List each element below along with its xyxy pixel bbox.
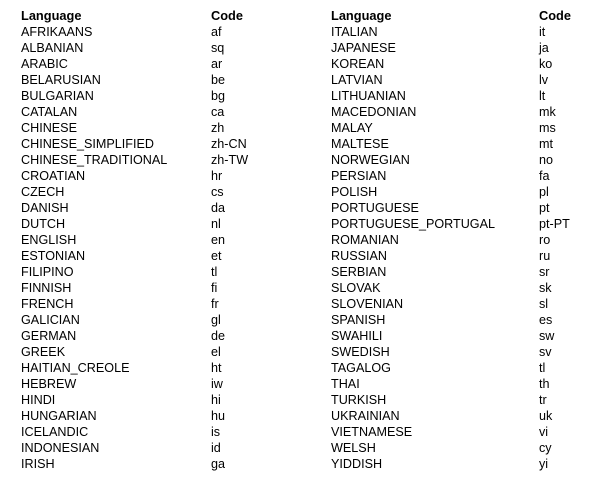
language-code: sv xyxy=(539,345,552,359)
language-code: en xyxy=(211,233,226,247)
language-name: ROMANIAN xyxy=(331,233,399,247)
language-code: da xyxy=(211,201,226,215)
language-name: CHINESE_SIMPLIFIED xyxy=(21,137,154,151)
language-name: YIDDISH xyxy=(331,457,383,471)
language-name: GALICIAN xyxy=(21,313,80,327)
language-name: VIETNAMESE xyxy=(331,425,413,439)
language-name: DANISH xyxy=(21,201,69,215)
language-code: ro xyxy=(539,233,551,247)
language-name: HEBREW xyxy=(21,377,77,391)
language-name: PERSIAN xyxy=(331,169,387,183)
language-name: UKRAINIAN xyxy=(331,409,400,423)
language-code: yi xyxy=(539,457,549,471)
language-code: sw xyxy=(539,329,555,343)
language-name: SWAHILI xyxy=(331,329,383,343)
language-name: TURKISH xyxy=(331,393,387,407)
language-name: ENGLISH xyxy=(21,233,77,247)
language-code: ga xyxy=(211,457,226,471)
language-name: THAI xyxy=(331,377,360,391)
language-code: uk xyxy=(539,409,553,423)
language-name: PORTUGUESE_PORTUGAL xyxy=(331,217,495,231)
language-name: MACEDONIAN xyxy=(331,105,417,119)
language-name: HAITIAN_CREOLE xyxy=(21,361,130,375)
language-name: GREEK xyxy=(21,345,66,359)
language-name: ICELANDIC xyxy=(21,425,89,439)
language-code: pt-PT xyxy=(539,217,570,231)
language-name: SERBIAN xyxy=(331,265,387,279)
language-name: RUSSIAN xyxy=(331,249,387,263)
language-code: tr xyxy=(539,393,547,407)
language-code: ca xyxy=(211,105,225,119)
language-name: GERMAN xyxy=(21,329,77,343)
language-header: Language xyxy=(21,8,82,23)
language-code: zh xyxy=(211,121,225,135)
language-name: LITHUANIAN xyxy=(331,89,406,103)
language-name: BULGARIAN xyxy=(21,89,94,103)
language-code: lt xyxy=(539,89,546,103)
language-code: pt xyxy=(539,201,550,215)
language-code: mt xyxy=(539,137,553,151)
language-code: fi xyxy=(211,281,218,295)
language-name: ITALIAN xyxy=(331,25,378,39)
language-name: PORTUGUESE xyxy=(331,201,419,215)
language-name: SLOVAK xyxy=(331,281,381,295)
language-code: be xyxy=(211,73,226,87)
language-code: sq xyxy=(211,41,225,55)
language-code: fr xyxy=(211,297,219,311)
language-code: ar xyxy=(211,57,223,71)
language-code: it xyxy=(539,25,546,39)
language-code: hr xyxy=(211,169,223,183)
language-name: POLISH xyxy=(331,185,378,199)
language-code: ms xyxy=(539,121,556,135)
language-code: af xyxy=(211,25,222,39)
language-name: CZECH xyxy=(21,185,65,199)
language-name: SPANISH xyxy=(331,313,386,327)
language-code: zh-CN xyxy=(211,137,247,151)
language-name: BELARUSIAN xyxy=(21,73,101,87)
language-code: tl xyxy=(211,265,218,279)
language-code: el xyxy=(211,345,221,359)
language-code: fa xyxy=(539,169,550,183)
language-name: CHINESE_TRADITIONAL xyxy=(21,153,168,167)
language-name: ARABIC xyxy=(21,57,68,71)
language-code: sr xyxy=(539,265,550,279)
language-name: HINDI xyxy=(21,393,56,407)
language-code: is xyxy=(211,425,221,439)
language-code: vi xyxy=(539,425,549,439)
language-name: TAGALOG xyxy=(331,361,391,375)
language-code: ht xyxy=(211,361,222,375)
language-code: th xyxy=(539,377,550,391)
language-code: iw xyxy=(211,377,223,391)
language-name: LATVIAN xyxy=(331,73,383,87)
language-name: DUTCH xyxy=(21,217,66,231)
language-name: SLOVENIAN xyxy=(331,297,404,311)
language-code: ja xyxy=(539,41,549,55)
language-name: CATALAN xyxy=(21,105,78,119)
language-name: KOREAN xyxy=(331,57,385,71)
language-code: sk xyxy=(539,281,552,295)
language-code: lv xyxy=(539,73,549,87)
language-code: de xyxy=(211,329,226,343)
code-header: Code xyxy=(211,8,243,23)
language-name: WELSH xyxy=(331,441,376,455)
language-code: zh-TW xyxy=(211,153,249,167)
language-code: hi xyxy=(211,393,221,407)
language-code: cy xyxy=(539,441,552,455)
code-header: Code xyxy=(539,8,571,23)
language-header: Language xyxy=(331,8,392,23)
language-name: SWEDISH xyxy=(331,345,390,359)
language-name: CHINESE xyxy=(21,121,77,135)
language-name: ALBANIAN xyxy=(21,41,84,55)
language-code: cs xyxy=(211,185,224,199)
language-code: ru xyxy=(539,249,551,263)
language-name: MALAY xyxy=(331,121,373,135)
language-code: et xyxy=(211,249,222,263)
language-code: mk xyxy=(539,105,556,119)
language-code: nl xyxy=(211,217,221,231)
language-code: gl xyxy=(211,313,221,327)
language-code: es xyxy=(539,313,553,327)
language-code: hu xyxy=(211,409,226,423)
language-code: sl xyxy=(539,297,549,311)
language-name: JAPANESE xyxy=(331,41,396,55)
language-name: NORWEGIAN xyxy=(331,153,410,167)
language-name: IRISH xyxy=(21,457,55,471)
language-name: ESTONIAN xyxy=(21,249,86,263)
language-code: bg xyxy=(211,89,226,103)
language-name: FRENCH xyxy=(21,297,74,311)
language-name: FINNISH xyxy=(21,281,72,295)
language-code: pl xyxy=(539,185,549,199)
language-name: AFRIKAANS xyxy=(21,25,93,39)
language-code: id xyxy=(211,441,221,455)
language-code: ko xyxy=(539,57,553,71)
language-name: CROATIAN xyxy=(21,169,86,183)
language-name: HUNGARIAN xyxy=(21,409,97,423)
language-name: MALTESE xyxy=(331,137,389,151)
language-code: tl xyxy=(539,361,546,375)
language-code: no xyxy=(539,153,554,167)
language-name: FILIPINO xyxy=(21,265,74,279)
language-name: INDONESIAN xyxy=(21,441,100,455)
